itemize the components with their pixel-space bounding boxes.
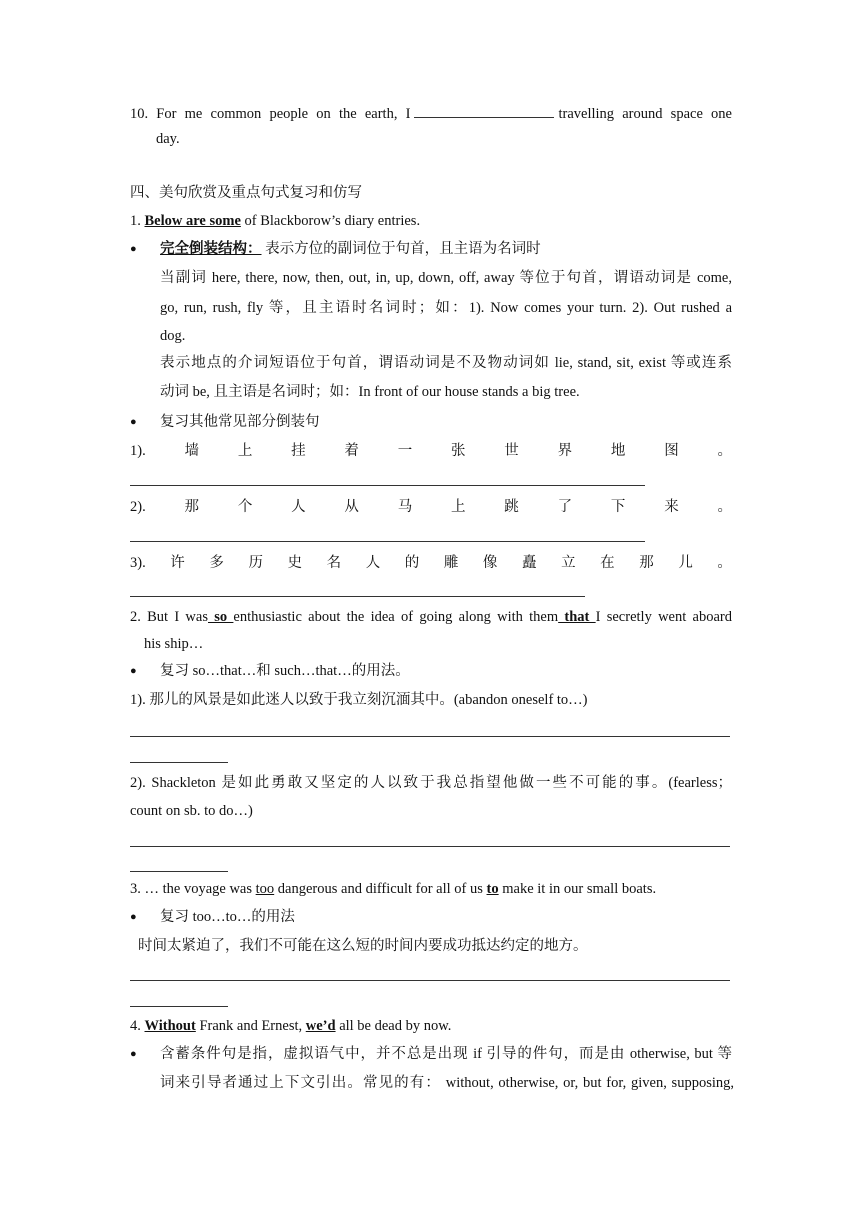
item1-para1-line1: 当副词 here, there, now, then, out, in, up, down, off, away 等位于句首，谓语动词是 come, xyxy=(160,270,732,286)
q10-text-a: 10. For me common people on the earth, I xyxy=(130,106,411,122)
item1-bullet2: 复习其他常见部分倒装句 xyxy=(160,414,320,430)
item1-para2-line1: 表示地点的介词短语位于句首，谓语动词是不及物动词如 lie, stand, sit, exist 等或连系 xyxy=(160,355,732,371)
exercise-char: 多 xyxy=(209,555,224,571)
keyword-too: too xyxy=(255,881,275,897)
answer-line[interactable] xyxy=(130,762,228,763)
q10-text-b: travelling around space one xyxy=(558,106,732,122)
exercise-char: 一 xyxy=(397,443,413,459)
structure-label: 完全倒装结构： xyxy=(160,241,262,257)
structure-desc: 表示方位的副词位于句首，且主语为名词时 xyxy=(265,241,541,257)
answer-line[interactable] xyxy=(130,980,730,981)
exercise-char: 的 xyxy=(404,555,420,571)
answer-line[interactable] xyxy=(130,846,730,847)
section-heading: 四、美句欣赏及重点句式复习和仿写 xyxy=(130,185,362,201)
exercise-char: 世 xyxy=(504,443,519,459)
exercise-char: 那 xyxy=(184,499,200,515)
keyword-so: so xyxy=(208,609,234,625)
exercise-char: 史 xyxy=(287,555,303,571)
item2-exercise2-line1: 2). Shackleton 是如此勇敢又坚定的人以致于我总指望他做一些不可能的事。(fearless； xyxy=(130,775,732,791)
exercise-char: 马 xyxy=(397,499,413,515)
bullet-icon: ● xyxy=(130,665,137,677)
item2-line2: his ship… xyxy=(144,636,204,652)
exercise-char: 个 xyxy=(237,499,253,515)
keyword-to: to xyxy=(486,881,499,897)
exercise-char: 挂 xyxy=(291,443,306,459)
item3-bullet: 复习 too…to…的用法 xyxy=(160,909,295,925)
exercise-char: 人 xyxy=(365,555,381,571)
item1-bullet1 xyxy=(160,239,541,259)
item2-exercise1: 1). 那儿的风景是如此迷人以致于我立刻沉湎其中。(abandon oneself to…) xyxy=(130,692,588,708)
exercise-char: 。 xyxy=(717,555,732,571)
exercise-char: 立 xyxy=(561,555,576,571)
exercise-char: 着 xyxy=(344,443,359,459)
item3-text-a: 3. … the voyage was xyxy=(130,881,253,897)
item2-line1 xyxy=(130,607,732,627)
exercise-char: 矗 xyxy=(522,555,537,571)
exercise-char: 许 xyxy=(170,555,185,571)
item4-text-b: Frank and Ernest, xyxy=(199,1018,303,1034)
exercise-char: 地 xyxy=(610,443,626,459)
exercise-char: 墙 xyxy=(184,443,200,459)
item3-exercise: 时间太紧迫了，我们不可能在这么短的时间内要成功抵达约定的地方。 xyxy=(138,938,588,954)
item3-text-c: make it in our small boats. xyxy=(502,881,657,897)
item1-rest: of Blackborow’s diary entries. xyxy=(244,213,421,229)
exercise-char: 来 xyxy=(664,499,679,515)
exercise-char: 上 xyxy=(237,443,253,459)
item1-sentence xyxy=(130,211,420,231)
exercise-char: 在 xyxy=(600,555,615,571)
keyword-wed: we’d xyxy=(305,1018,336,1034)
exercise-char: 张 xyxy=(451,443,466,459)
answer-line[interactable] xyxy=(130,541,645,542)
exercise-char: 3). xyxy=(130,555,146,571)
exercise-char: 1). xyxy=(130,443,146,459)
exercise-char: 了 xyxy=(557,499,573,515)
exercise-char: 雕 xyxy=(443,555,459,571)
item2-bullet: 复习 so…that…和 such…that…的用法。 xyxy=(160,663,410,679)
exercise-char: 儿 xyxy=(678,555,693,571)
exercise-char: 那 xyxy=(639,555,654,571)
item2-text-a: 2. But I was xyxy=(130,609,208,625)
item4-text-c: all be dead by now. xyxy=(339,1018,452,1034)
exercise-char: 跳 xyxy=(504,499,519,515)
exercise-char: 图 xyxy=(664,443,679,459)
item3-sentence xyxy=(130,879,656,899)
bullet-icon: ● xyxy=(130,911,137,923)
item1-keyphrase: Below are some xyxy=(144,213,241,229)
bullet-icon: ● xyxy=(130,243,137,255)
item3-text-b: dangerous and difficult for all of us xyxy=(277,881,483,897)
exercise-char: 历 xyxy=(248,555,263,571)
item4-bullet-line2: 词来引导者通过上下文引出。常见的有： without, otherwise, or, but for, given, supposing, xyxy=(160,1075,734,1091)
item4-bullet-line1: 含蓄条件句是指，虚拟语气中，并不总是出现 if 引导的件句，而是由 otherwise, but 等 xyxy=(160,1046,732,1062)
answer-line[interactable] xyxy=(130,736,730,737)
item2-text-b: enthusiastic about the idea of going along with them xyxy=(233,609,559,625)
exercise-char: 从 xyxy=(344,499,359,515)
answer-line[interactable] xyxy=(130,1006,228,1007)
item2-exercise2-line2: count on sb. to do…) xyxy=(130,803,253,819)
item4-number: 4. xyxy=(130,1018,141,1034)
exercise-1-3 xyxy=(130,553,732,573)
q10-line1 xyxy=(130,103,732,124)
exercise-char: 界 xyxy=(557,443,573,459)
keyword-that: that xyxy=(558,609,596,625)
item1-para1-line3: dog. xyxy=(160,328,186,344)
exercise-char: 下 xyxy=(610,499,626,515)
exercise-char: 像 xyxy=(482,555,498,571)
answer-line[interactable] xyxy=(130,871,228,872)
item1-number: 1. xyxy=(130,213,141,229)
answer-line[interactable] xyxy=(130,485,645,486)
exercise-char: 。 xyxy=(717,443,732,459)
keyword-without: Without xyxy=(144,1018,196,1034)
exercise-char: 人 xyxy=(291,499,306,515)
q10-line2: day. xyxy=(156,131,180,147)
exercise-1-1 xyxy=(130,441,732,461)
exercise-char: 名 xyxy=(326,555,342,571)
item1-para1-line2: go, run, rush, fly 等，且主语时名词时；如：1). Now comes your turn. 2). Out rushed a xyxy=(160,300,732,316)
exercise-char: 2). xyxy=(130,499,146,515)
answer-blank[interactable] xyxy=(414,103,554,118)
bullet-icon: ● xyxy=(130,1048,137,1060)
item4-sentence xyxy=(130,1016,451,1036)
answer-line[interactable] xyxy=(130,596,585,597)
item1-para2-line2: 动词 be, 且主语是名词时；如：In front of our house stands a big tree. xyxy=(160,384,580,400)
item2-text-c: I secretly went aboard xyxy=(595,609,732,625)
exercise-char: 上 xyxy=(451,499,466,515)
exercise-1-2 xyxy=(130,497,732,517)
bullet-icon: ● xyxy=(130,416,137,428)
exercise-char: 。 xyxy=(717,499,732,515)
